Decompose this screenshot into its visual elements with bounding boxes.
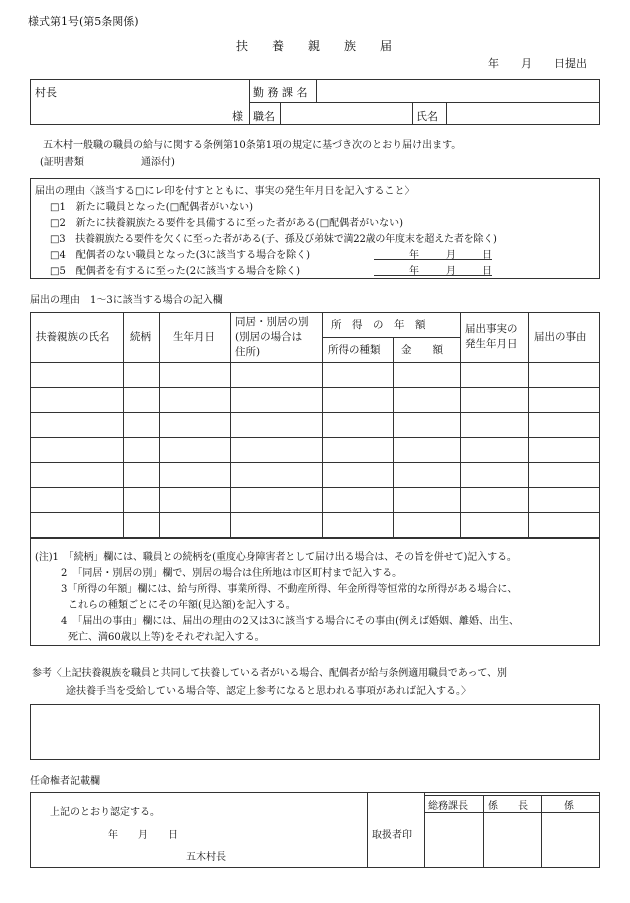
table-section-label: 届出の理由 1～3に該当する場合の記入欄 xyxy=(30,295,223,306)
department-field[interactable] xyxy=(318,80,598,101)
col-header-fact-date-2: 発生年月日 xyxy=(465,338,518,350)
table-row[interactable] xyxy=(31,488,599,512)
note-2: 2 「同居・別居の別」欄で、別居の場合は住所地は市区町村まで記入する。 xyxy=(61,568,403,579)
reason-4[interactable]: □4 配偶者のない職員となった(3に該当する場合を除く) xyxy=(50,250,310,261)
reason-1[interactable]: □1 新たに職員となった(□配偶者がいない) xyxy=(50,202,254,213)
note-3: 3「所得の年額」欄には、給与所得、事業所得、不動産所得、年金所得等恒常的な所得がある場合に、 xyxy=(61,584,518,595)
year-label: 年 xyxy=(409,250,419,261)
month-label: 月 xyxy=(446,266,456,277)
certificate-label: (証明書類 xyxy=(40,157,84,168)
approval-date: 年 月 日 xyxy=(108,830,178,841)
col-header-income-type: 所得の種類 xyxy=(328,344,381,356)
submission-date: 年 月 日提出 xyxy=(488,57,587,70)
role-staff: 係 xyxy=(564,801,574,812)
day-label: 日 xyxy=(482,250,492,261)
day-label: 日 xyxy=(482,266,492,277)
reason-2[interactable]: □2 新たに扶養親族たる要件を具備するに至った者がある(□配偶者がいない) xyxy=(50,218,404,229)
table-row[interactable] xyxy=(31,363,599,387)
seal-general-affairs-chief[interactable] xyxy=(425,813,482,867)
note-1: (注)1 「続柄」欄には、職員との続柄を(重度心身障害者として届け出る場合は、その旨を併せて)記入する。 xyxy=(35,552,517,563)
reason-3[interactable]: □3 扶養親族たる要件を欠くに至った者がある(子、孫及び弟妹で満22歳の年度末を超えた者を除く) xyxy=(50,234,497,245)
col-header-event: 届出の事由 xyxy=(534,331,587,343)
department-label: 勤 務 課 名 xyxy=(253,86,308,99)
col-header-cohabitation: 同居・別居の別 xyxy=(235,316,309,328)
handler-seal-label: 取扱者印 xyxy=(372,830,412,841)
col-header-income: 所 得 の 年 額 xyxy=(331,319,426,331)
col-header-relation: 続柄 xyxy=(130,331,151,343)
table-row[interactable] xyxy=(31,438,599,462)
village-head-label: 村長 xyxy=(35,86,57,99)
certifier-section-label: 任命権者記載欄 xyxy=(30,776,100,787)
reason-5[interactable]: □5 配偶者を有するに至った(2に該当する場合を除く) xyxy=(50,266,300,277)
note-4: 4 「届出の事由」欄には、届出の理由の2又は3に該当する場合にその事由(例えば婚姻、離婚、出生、 xyxy=(61,616,519,627)
handler-seal-field[interactable] xyxy=(368,793,423,867)
role-section-chief: 係 長 xyxy=(488,801,528,812)
month-label: 月 xyxy=(446,250,456,261)
col-header-cohabitation-note: (別居の場合は xyxy=(235,331,303,343)
col-header-birthdate: 生年月日 xyxy=(173,331,215,343)
year-label: 年 xyxy=(409,266,419,277)
form-title: 扶 養 親 族 届 xyxy=(236,39,393,53)
seal-section-chief[interactable] xyxy=(484,813,540,867)
reasons-heading: 届出の理由〈該当する□にレ印を付すとともに、事実の発生年月日を記入すること〉 xyxy=(35,186,415,197)
reference-field[interactable] xyxy=(30,704,600,760)
post-field[interactable] xyxy=(282,103,410,124)
approval-statement: 上記のとおり認定する。 xyxy=(50,807,160,818)
col-header-income-amount: 金 額 xyxy=(401,344,443,356)
col-header-name: 扶養親族の氏名 xyxy=(36,331,110,343)
form-number: 様式第1号(第5条関係) xyxy=(28,15,139,28)
intro-statement: 五木村一般職の職員の給与に関する条例第10条第1項の規定に基づき次のとおり届け出ます。 xyxy=(43,140,462,151)
role-general-affairs-chief: 総務課長 xyxy=(428,801,468,812)
name-field[interactable] xyxy=(448,103,598,124)
table-row[interactable] xyxy=(31,513,599,537)
seal-staff[interactable] xyxy=(542,813,599,867)
table-row[interactable] xyxy=(31,388,599,412)
sama-label: 様 xyxy=(232,110,243,123)
post-label: 職名 xyxy=(253,110,275,123)
col-header-cohabitation-address: 住所) xyxy=(235,346,261,358)
table-row[interactable] xyxy=(31,463,599,487)
name-label: 氏名 xyxy=(416,110,438,123)
certificate-count-label: 通添付) xyxy=(141,157,175,168)
note-3-cont: これらの種類ごとにその年額(見込額)を記入する。 xyxy=(68,600,296,611)
reference-note-cont: 途扶養手当を受給している場合等、認定上参考になると思われる事項があれば記入する。〉 xyxy=(66,686,471,697)
table-row[interactable] xyxy=(31,413,599,437)
col-header-fact-date: 届出事実の xyxy=(465,323,518,335)
reference-note: 参考〈上記扶養親族を職員と共同して扶養している者がいる場合、配偶者が給与条例適用職員であって、別 xyxy=(32,668,507,679)
village-mayor-label: 五木村長 xyxy=(186,852,226,863)
note-4-cont: 死亡、満60歳以上等)をそれぞれ記入する。 xyxy=(68,632,265,643)
